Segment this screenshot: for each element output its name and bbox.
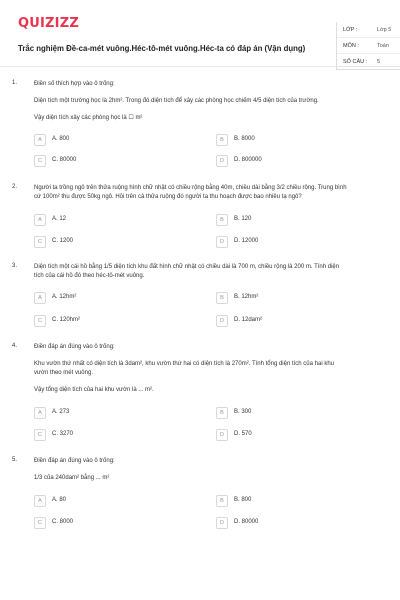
question-text: Vậy diện tích xây các phòng học là ☐ m²	[34, 115, 143, 121]
option-text: A. 12	[52, 216, 67, 222]
option-text: D. 12dam²	[234, 317, 263, 323]
option-a[interactable]	[34, 214, 194, 226]
meta-value: Lớp 5	[377, 26, 392, 33]
option-text: A. 80	[52, 497, 67, 503]
question-number: 2.	[12, 184, 18, 190]
option-text: C. 3270	[52, 431, 74, 437]
meta-label: LỚP :	[343, 26, 358, 33]
option-c[interactable]	[34, 517, 194, 529]
option-letter: D	[216, 315, 228, 327]
option-d[interactable]	[216, 429, 376, 441]
option-c[interactable]	[34, 429, 194, 441]
meta-label: MÔN :	[343, 42, 359, 49]
question-text: 1/3 của 240dam² bằng ... m²	[34, 475, 110, 481]
question-text: Điền đáp án đúng vào ô trống:	[34, 458, 115, 464]
question-text: Diện tích một trường học là 2hm². Trong đó diện tích để xây các phòng học chiếm 4/5 diện tích của trường.	[34, 98, 319, 104]
meta-label: SỐ CÂU :	[343, 58, 368, 65]
option-b[interactable]	[216, 495, 376, 507]
option-b[interactable]	[216, 292, 376, 304]
option-text: C. 80000	[52, 157, 77, 163]
option-letter: B	[216, 292, 228, 304]
option-b[interactable]	[216, 214, 376, 226]
option-text: D. 80000	[234, 519, 259, 525]
option-letter: C	[34, 236, 46, 248]
option-letter: A	[34, 292, 46, 304]
option-c[interactable]	[34, 155, 194, 167]
option-a[interactable]	[34, 407, 194, 419]
option-letter: B	[216, 134, 228, 146]
option-text: B. 12hm²	[234, 294, 259, 300]
option-letter: D	[216, 236, 228, 248]
meta-value: Toán	[377, 42, 389, 49]
option-letter: C	[34, 315, 46, 327]
option-letter: D	[216, 155, 228, 167]
meta-row-subject	[337, 38, 400, 54]
option-b[interactable]	[216, 407, 376, 419]
option-letter: A	[34, 495, 46, 507]
header	[14, 12, 392, 65]
option-text: C. 8000	[52, 519, 74, 525]
option-text: B. 800	[234, 497, 252, 503]
option-a[interactable]	[34, 495, 194, 507]
meta-table	[336, 22, 400, 70]
option-text: A. 800	[52, 136, 70, 142]
option-d[interactable]	[216, 236, 376, 248]
option-b[interactable]	[216, 134, 376, 146]
option-letter: C	[34, 155, 46, 167]
question-text: Vậy tổng diện tích của hai khu vườn là ... m².	[34, 387, 154, 393]
meta-row-class	[337, 22, 400, 38]
option-c[interactable]	[34, 315, 194, 327]
option-d[interactable]	[216, 315, 376, 327]
question-text: Người ta trồng ngô trên thửa ruộng hình chữ nhật có chiều rộng bằng 40m, chiều dài bằng 3/2 chiều rộng. Trung bình cứ 100m² thu được 50kg ngô. Hỏi trên cả thửa ruộng đó người ta thu hoạch được bao nhiêu tạ ngô?	[34, 185, 347, 200]
question-number: 4.	[12, 343, 18, 349]
option-d[interactable]	[216, 155, 376, 167]
option-text: D. 570	[234, 431, 252, 437]
question-number: 3.	[12, 263, 18, 269]
question-text: Điền số thích hợp vào ô trống:	[34, 81, 115, 87]
quizizz-logo: QUIZIZZ	[18, 16, 79, 31]
option-letter: A	[34, 407, 46, 419]
option-letter: A	[34, 134, 46, 146]
option-letter: D	[216, 429, 228, 441]
question-text: Diện tích một cái hồ bằng 1/5 diện tích khu đất hình chữ nhật có chiều dài là 700 m, chiều rộng là 200 m. Tính diện tích của cái hồ đó theo héc-tô-mét vuông.	[34, 264, 340, 279]
page-title: Trắc nghiệm Đề-ca-mét vuông.Héc-tô-mét vuông.Héc-ta có đáp án (Vận dụng)	[18, 44, 306, 53]
option-text: B. 300	[234, 409, 252, 415]
option-letter: C	[34, 429, 46, 441]
option-d[interactable]	[216, 517, 376, 529]
question-number: 1.	[12, 80, 18, 86]
option-letter: B	[216, 407, 228, 419]
option-a[interactable]	[34, 292, 194, 304]
option-letter: C	[34, 517, 46, 529]
option-text: D. 12000	[234, 238, 259, 244]
option-a[interactable]	[34, 134, 194, 146]
option-text: A. 12hm²	[52, 294, 77, 300]
question-number: 5.	[12, 457, 18, 463]
option-letter: B	[216, 495, 228, 507]
option-letter: A	[34, 214, 46, 226]
meta-value: 5	[377, 58, 381, 65]
option-text: D. 800000	[234, 157, 262, 163]
question-text: Khu vườn thứ nhất có diện tích là 3dam², khu vườn thứ hai có diện tích là 270m². Tính tổng diện tích của hai khu vườn theo mét vuông.	[34, 361, 334, 376]
option-text: B. 120	[234, 216, 252, 222]
question-text: Điền đáp án đúng vào ô trống:	[34, 344, 115, 350]
option-c[interactable]	[34, 236, 194, 248]
option-text: C. 1200	[52, 238, 74, 244]
option-text: A. 273	[52, 409, 70, 415]
option-text: C. 120hm²	[52, 317, 81, 323]
option-letter: B	[216, 214, 228, 226]
option-text: B. 8000	[234, 136, 255, 142]
header-divider	[0, 66, 400, 67]
option-letter: D	[216, 517, 228, 529]
